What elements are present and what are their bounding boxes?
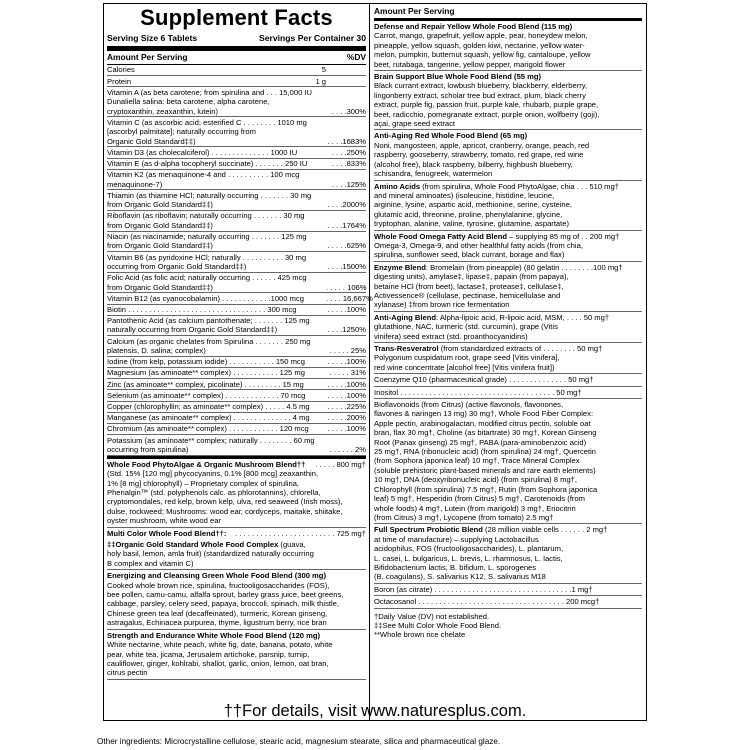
nutrient-dv: . . . .250% bbox=[331, 147, 366, 157]
nutrient-row bbox=[107, 190, 366, 211]
column-header bbox=[107, 51, 366, 64]
right-item-heading: Amino Acids bbox=[374, 181, 421, 191]
nutrient-name: Folic Acid (as folic acid; naturally occurring . . . . . . 425 mcg from Organic Gold Standard‡‡) bbox=[107, 273, 307, 292]
right-column bbox=[370, 4, 646, 720]
right-item-text: Boron (as citrate) . . . . . . . . . . . . . . . . . . . . . . . . . . . . . . . . .1 mg† bbox=[374, 584, 593, 594]
nutrient-name: Iodine (from kelp, potassium iodide) . . . . . . . . . . . 150 mcg bbox=[107, 357, 305, 367]
nutrient-dv: . . . . .100% bbox=[327, 304, 366, 314]
right-item-text: – supplying 85 mg of . . 200 mg† Omega-3, Omega-9, and other healthful fatty acids (from chia, spirulina, sunflower seed, black currant, borage and flax) bbox=[374, 231, 620, 260]
nutrient-row bbox=[107, 424, 366, 435]
right-item-text: Coenzyme Q10 (pharmaceutical grade) . . . . . . . . . . . . . . 50 mg† bbox=[374, 375, 594, 385]
right-item-text: Inositol . . . . . . . . . . . . . . . . . . . . . . . . . . . . . . . . . . . . . 50 mg† bbox=[374, 387, 582, 397]
right-item bbox=[374, 312, 642, 343]
serving-info bbox=[107, 33, 366, 44]
nutrient-name: Zinc (as aminoate** complex, picolinate) . . . . . . . . . 15 mg bbox=[107, 379, 304, 389]
blend-name: Multi Color Whole Food Blend††: bbox=[107, 528, 227, 538]
subblend-heading: ‡‡Organic Gold Standard Whole Food Complex bbox=[107, 540, 279, 550]
nutrient-row bbox=[107, 293, 373, 304]
nutrient-name: Thiamin (as thiamine HCl; naturally occurring . . . . . . . 30 mg from Organic Gold Standard‡‡) bbox=[107, 190, 312, 210]
nutrient-name: Riboflavin (as riboflavin; naturally occurring . . . . . . . 30 mg from Organic Gold Standard‡‡) bbox=[107, 211, 305, 230]
subblend-heading: Strength and Endurance White Whole Food Blend (120 mg) bbox=[107, 630, 321, 640]
left-column bbox=[104, 4, 373, 720]
blend-text: (Std. 15% [120 mg] phycocyanins, 0.1% [800 mcg] zeaxanthin, 1% [8 mg] chlorophyll) – Proprietary complex of spirulina, Phenalgin™ (std. polyphenols calc. as phlorotannins), chlorella, cryptomondales, red kelp, brown kelp, ulva, red seaweed (Irish moss), dulse, rockweed; Mushrooms: wood ear, cordyceps, maitake, shiitake, oyster mushroom, white wood ear bbox=[107, 469, 343, 526]
nutrient-row bbox=[107, 273, 366, 294]
nutrient-row bbox=[107, 413, 366, 424]
right-item-text: (28 million viable cells . . . . . . 2 mg† at time of manufacture) – supplying Lactobacillus acidophilus, FOS (fructooligosaccharides), L. plantarum, L. casei, L. bulgaricus, L. brevis, L. rhamnosus, L. lactis, Bifidobacterium lactis, B. bifidum, L. sporogenes (B. coagulans), S. salivarius K12, S. salivarius M18 bbox=[374, 525, 608, 582]
nutrient-row bbox=[107, 232, 366, 253]
subblend-text: (guava, holy basil, lemon, amla fruit) (standardized naturally occurring B complex and vitamin C) bbox=[107, 540, 314, 568]
nutrient-name: Vitamin B12 (as cyanocobalamin) . . . . . . . . . . . .1000 mcg bbox=[107, 293, 304, 303]
nutrient-row bbox=[107, 252, 366, 273]
right-item bbox=[374, 343, 642, 374]
nutrient-name: Calcium (as organic chelates from Spirulina . . . . . . . 250 mg platensis, D. salina; complex) bbox=[107, 336, 311, 356]
footnotes: †Daily Value (DV) not established. ‡‡See Multi Color Whole Food Blend. **Whole brown rice chelate bbox=[374, 611, 502, 640]
other-ingredients: Other ingredients: Microcrystalline cellulose, stearic acid, magnesium stearate, silica and pharmaceutical glaze. bbox=[97, 737, 501, 746]
blend-heading bbox=[107, 529, 366, 538]
right-item bbox=[374, 387, 642, 399]
nutrient-amount: 5 bbox=[321, 65, 326, 75]
right-item-heading: Defense and Repair Yellow Whole Food Blend (115 mg) bbox=[374, 22, 573, 31]
nutrient-dv: . . . . . 106% bbox=[326, 282, 367, 292]
right-item-heading: Trans-Resveratrol bbox=[374, 344, 439, 353]
nutrient-name: Vitamin D3 (as cholecalciferol) . . . . . . . . . . . . . . 1000 IU bbox=[107, 147, 298, 157]
nutrient-name: Vitamin B6 (as pyridoxine HCl; naturally . . . . . . . . . . 30 mg occurring from Organic Gold Standard‡‡) bbox=[107, 252, 307, 271]
nutrient-name: Manganese (as aminoate** complex) . . . . . . . . . . . . . . 4 mg bbox=[107, 413, 310, 423]
nutrient-dv: . . . . .100% bbox=[327, 390, 366, 400]
nutrient-dv: . . . . . 25% bbox=[329, 346, 366, 356]
nutrient-dv: . . . .1500% bbox=[327, 261, 366, 271]
nutrient-name: Biotin . . . . . . . . . . . . . . . . . . . . . . . . . . . . . . . . . 300 mcg bbox=[107, 304, 297, 314]
nutrient-name: Pantothenic Acid (as calcium pantothenate; . . . . . . . 125 mg naturally occurring from Organic Gold Standard‡‡) bbox=[107, 316, 310, 335]
right-item-heading: Brain Support Blue Whole Food Blend (55 mg) bbox=[374, 72, 542, 82]
blend-amount: . . . . . . . . . . . . . . . . . . . . . . . . 725 mg† bbox=[235, 528, 366, 538]
right-item-heading: Anti-Aging Blend bbox=[374, 312, 437, 322]
right-item-text: Carrot, mango, grapefruit, yellow apple, pear, honeydew melon, pineapple, yellow squash, golden kiwi, nectarine, yellow water- melon, pumpkin, butternut squash, yellow fig, cantaloupe, yellow beet, rutabaga, tangerine, yellow pepper, marigold flower bbox=[374, 31, 591, 69]
nutrient-dv: . . . .1764% bbox=[327, 220, 366, 230]
servings-per-container: Servings Per Container 30 bbox=[259, 33, 366, 43]
nutrient-row bbox=[107, 159, 366, 170]
nutrient-name: Vitamin C (as ascorbic acid; esterified C . . . . . . . . 1010 mg [ascorbyl palmitate]; naturally occurring from Organic Gold Standard‡‡) bbox=[107, 117, 307, 146]
right-column-header: Amount Per Serving bbox=[374, 6, 455, 16]
subblend-heading: Energizing and Cleansing Green Whole Food Blend (300 mg) bbox=[107, 571, 326, 581]
right-ingredient-list bbox=[374, 21, 642, 609]
nutrient-name: Vitamin E (as d-alpha tocopheryl succinate) . . . . . . . 250 IU bbox=[107, 158, 308, 168]
right-item-text: Black currant extract, lowbush blueberry, blackberry, elderberry, lingonberry extract, scholar tree bud extract, plum, black cherry extract, purple fig, passion fruit, purple kale, rhubarb, purple grape, beet, radicchio, pomegranate extract, purple onion, wolfberry (goji), açai, grape seed extract bbox=[374, 81, 600, 129]
subblend-text: White nectarine, white peach, white fig, date, banana, potato, white pear, white tea, jicama, Jerusalem artichoke, parsnip, turnip, cauliflower, ginger, kohlrabi, shallot, garlic, onion, lemon, oat bran, citrus pectin bbox=[107, 640, 333, 678]
nutrient-row bbox=[107, 402, 366, 413]
nutrient-dv: . . . . .100% bbox=[327, 379, 366, 389]
right-item-text: Octacosanol . . . . . . . . . . . . . . . . . . . . . . . . . . . . . . . . . . . 200 mcg† bbox=[374, 597, 600, 607]
right-item bbox=[374, 181, 642, 231]
right-item bbox=[374, 584, 642, 596]
nutrient-dv: . . . .2000% bbox=[327, 200, 366, 210]
nutrient-name: Calories bbox=[107, 65, 135, 75]
nutrient-dv: . . . . .100% bbox=[327, 424, 366, 434]
blend-item bbox=[107, 528, 366, 539]
nutrient-name: Potassium (as aminoate** complex; naturally . . . . . . . . 60 mg occurring from spirulina) bbox=[107, 435, 315, 454]
blend-name: Whole Food PhytoAlgae & Organic Mushroom Blend†† bbox=[107, 459, 306, 469]
nutrient-name: Vitamin A (as beta carotene; from spirulina and . . . 15,000 IU Dunaliella salina: beta carotene, alpha carotene, cryptoxanthin, zeaxanthin, lutein) bbox=[107, 87, 313, 116]
nutrient-amount: 1 g bbox=[315, 76, 326, 86]
right-item bbox=[374, 130, 642, 180]
nutrient-row bbox=[107, 87, 366, 117]
blend-amount: . . . . . 800 mg† bbox=[315, 459, 366, 469]
nutrient-row bbox=[107, 65, 366, 76]
nutrient-dv: . . . .833% bbox=[331, 158, 366, 168]
nutrient-dv: . . . . .100% bbox=[327, 357, 366, 367]
blend-list-left bbox=[107, 459, 366, 539]
subblend-item bbox=[107, 539, 366, 570]
right-item-text: Bioflavonoids (from Citrus) (active flavonols, flavonones, flavones & naringen 13 mg) 30 mg†, Whole Food Fiber Complex: Apple pectin, arabinogalactan, modified citrus pectin, soluble oat bran, flax 30 mg†, Choline (as bitartrate) 30 mg†, Korean Ginseng Root (Panax ginseng) 25 mg†, PABA (para-aminobenzoic acid) 25 mg†, RNA (ribonucleic acid) (from spirulina) 24 mg†, Quercetin (from Sophora japonica leaf) 10 mg†, Trace Mineral Complex (soluble prehistoric plant-based minerals and rare earth elements) 10 mg†, DNA (deoxyribonucleic acid) (from spirulina) 8 mg†, Chlorophyll (from spirulina) 7.5 mg†, Rutin (from Sophora japonica leaf) 5 mg†, Hesperidin (from Citrus) 5 mg†, Carotenoids (from whole foods) 4 mg†, Lutein (from marigold) 3 mg†, Eriocitrin (from Citrus) 3 mg†, Lycopene (from tomato) 2.5 mg† bbox=[374, 400, 598, 522]
subblend-item bbox=[107, 630, 366, 680]
right-item bbox=[374, 71, 642, 130]
nutrient-name: Selenium (as aminoate** complex) . . . . . . . . . . . . . 70 mcg bbox=[107, 390, 306, 400]
nutrient-dv: . . . . .200% bbox=[327, 413, 366, 423]
right-item-text: : Bromelain (from pineapple) (80 gelatin . . . . . . . .100 mg† digesting units), amylase‡, lipase‡, papain (from papaya), betaine HCl (from beet), lactase‡, protease‡, cellulase‡, Activessence® (cellulase, pectinase, hemicellulase and xylanase) ‡from brown rice fermentation bbox=[374, 262, 623, 310]
right-item-heading: Enzyme Blend bbox=[374, 262, 426, 272]
right-item-text: : Alpha-lipoic acid, R-lipoic acid, MSM, . . . . 50 mg† glutathione, NAC, turmeric (std. curcumin), grape (Vitis vinifera) seed extract (std. proanthocyanidins) bbox=[374, 312, 610, 341]
nutrient-row bbox=[107, 357, 366, 368]
amount-per-serving-label: Amount Per Serving bbox=[107, 52, 188, 62]
nutrient-row bbox=[107, 117, 366, 147]
details-line: ††For details, visit www.naturesplus.com. bbox=[223, 702, 527, 720]
right-item bbox=[374, 399, 642, 524]
dv-header: %DV bbox=[346, 52, 366, 62]
nutrient-row bbox=[107, 368, 366, 379]
nutrient-name: Magnesium (as aminoate** complex) . . . . . . . . . . . 125 mg bbox=[107, 368, 305, 378]
nutrient-row bbox=[107, 305, 366, 316]
right-item-heading: Anti-Aging Red Whole Food Blend (65 mg) bbox=[374, 131, 528, 141]
nutrient-dv: . . . .300% bbox=[331, 106, 366, 116]
nutrient-row bbox=[107, 379, 366, 390]
panel-title: Supplement Facts bbox=[140, 5, 333, 30]
right-item-text: (from standardized extracts of . . . . . . . . 50 mg† Polygonum cuspidatum root, grape seed [Vitis vinifera], red wine concentrate [alcohol free] [Vitis vinifera fruit]) bbox=[374, 344, 603, 372]
nutrient-dv: . . . . . . 2% bbox=[329, 444, 366, 454]
nutrient-row bbox=[107, 390, 366, 401]
supplement-facts-panel bbox=[103, 3, 647, 721]
nutrient-dv: . . . . 16,667% bbox=[326, 293, 373, 303]
right-item bbox=[374, 374, 642, 386]
subblend-text: Cooked whole brown rice, spirulina, fructooligosaccharides (FOS), bee pollen, camu-camu, alfalfa sprout, barley grass juice, beet greens, cabbage, parsley, celery seed, papaya, broccoli, spinach, milk thistle, Chinese green tea leaf (decaffeinated), turmeric, Korean ginseng, astragalus, Echinacea purpurea, thyme, ligustrum berry, rice bran bbox=[107, 580, 344, 628]
right-item-text: (from spirulina, Whole Food PhytoAlgae, chia . . . 510 mg† and mineral aminoates) (isoleucine, histidine, leucine, arginine, lysine, aspartic acid, methionine, serine, cysteine, glutamic acid, threonine, proline, phenylalanine, glycine, tryptophan, alanine, valine, tyrosine, glutamine, aspartate) bbox=[374, 181, 619, 229]
right-item bbox=[374, 524, 642, 583]
nutrient-row bbox=[107, 336, 366, 357]
nutrient-row bbox=[107, 211, 366, 232]
nutrient-list bbox=[107, 65, 373, 456]
nutrient-dv: . . . .1250% bbox=[327, 325, 366, 335]
nutrient-name: Vitamin K2 (as menaquinone-4 and . . . . . . . . . . 100 mcg menaquinone-7) bbox=[107, 170, 300, 189]
multicolor-subblends bbox=[107, 539, 366, 680]
nutrient-row bbox=[107, 76, 366, 87]
serving-size: Serving Size 6 Tablets bbox=[107, 33, 198, 43]
nutrient-dv: . . . .125% bbox=[331, 179, 366, 189]
right-item bbox=[374, 21, 642, 71]
nutrient-row bbox=[107, 316, 366, 337]
blend-item bbox=[107, 459, 366, 528]
right-item-heading: Full Spectrum Probiotic Blend bbox=[374, 525, 483, 535]
blend-heading bbox=[107, 460, 366, 469]
nutrient-row bbox=[107, 435, 366, 456]
nutrient-name: Chromium (as aminoate** complex) . . . . . . . . . . . . 120 mcg bbox=[107, 424, 309, 434]
right-item-text: Noni, mangosteen, apple, apricot, cranberry, orange, peach, red raspberry, gooseberry, strawberry, tomato, red grape, red wine (alcohol free), black raspberry, bilberry, highbush blueberry, schisandra, fenugreek, watermelon bbox=[374, 140, 590, 179]
nutrient-dv: . . . . .625% bbox=[327, 241, 366, 251]
nutrient-name: Protein bbox=[107, 76, 132, 86]
nutrient-name: Copper (chlorophyllin; as aminoate** complex) . . . . . 4.5 mg bbox=[107, 402, 310, 412]
nutrient-dv: . . . . .225% bbox=[327, 402, 366, 412]
nutrient-row bbox=[107, 170, 366, 191]
nutrient-row bbox=[107, 147, 366, 158]
nutrient-name: Niacin (as niacinamide; naturally occurring . . . . . . . 125 mg from Organic Gold Standard‡‡) bbox=[107, 231, 307, 251]
right-item bbox=[374, 262, 642, 312]
right-item-heading: Whole Food Omega Fatty Acid Blend bbox=[374, 231, 508, 241]
right-item bbox=[374, 596, 642, 608]
nutrient-dv: . . . . . 31% bbox=[329, 368, 366, 378]
right-item bbox=[374, 231, 642, 262]
subblend-item bbox=[107, 570, 366, 629]
nutrient-dv: . . . .1683% bbox=[327, 136, 366, 146]
